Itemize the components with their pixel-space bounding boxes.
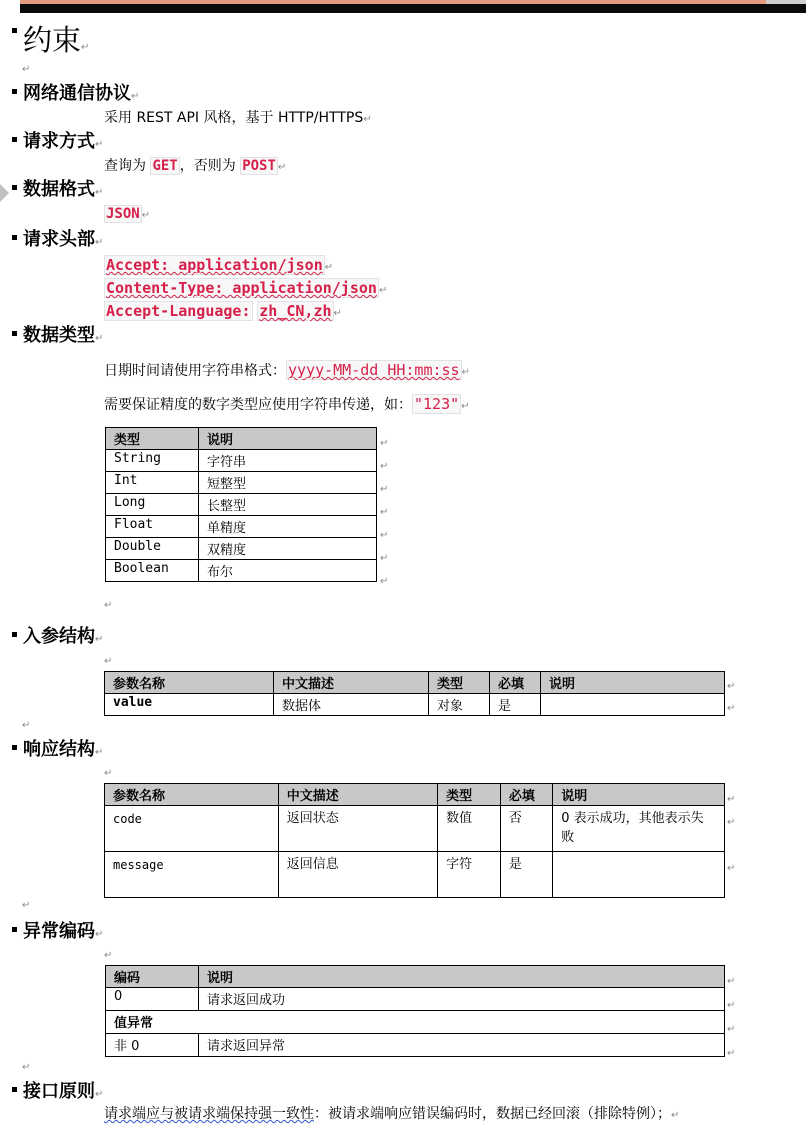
- type-cell: Double: [106, 538, 199, 560]
- page-title: 约束↵: [12, 22, 89, 66]
- table-header-cell: 必填: [500, 784, 552, 806]
- heading-headers: 请求头部↵: [12, 228, 103, 255]
- heading-datatypes: 数据类型↵: [12, 324, 103, 351]
- table-row: [106, 988, 725, 1011]
- table-header-cell: 中文描述: [278, 784, 437, 806]
- get-code: GET: [152, 158, 178, 174]
- table-group-row: [106, 1011, 725, 1034]
- param-desc-cell: 返回状态: [278, 806, 437, 852]
- table-header-cell: 说明: [553, 784, 725, 806]
- param-type-cell: 字符: [438, 852, 501, 898]
- table-header-cell: 说明: [541, 672, 725, 694]
- type-cell: Boolean: [106, 560, 199, 582]
- table-header-cell: 说明: [199, 966, 725, 988]
- table-row: [106, 560, 377, 582]
- heading-format: 数据格式↵: [12, 178, 103, 205]
- desc-cell: 字符串: [199, 450, 377, 472]
- desc-cell: 布尔: [199, 560, 377, 582]
- desc-cell: 单精度: [199, 516, 377, 538]
- desc-cell: 长整型: [199, 494, 377, 516]
- type-cell: Long: [106, 494, 199, 516]
- desc-cell: 请求返回异常: [199, 1034, 725, 1057]
- header-accept: Accept: application/json ↵: [106, 256, 334, 274]
- table-header-cell: 参数名称: [105, 672, 274, 694]
- type-cell: String: [106, 450, 199, 472]
- desc-cell: 请求返回成功: [199, 988, 725, 1011]
- input-table: [104, 671, 725, 716]
- table-row: [105, 852, 725, 898]
- margin-marker: [0, 184, 9, 202]
- heading-network: 网络通信协议↵: [12, 82, 139, 109]
- desc-cell: 双精度: [199, 538, 377, 560]
- param-required-cell: 否: [500, 806, 552, 852]
- post-code: POST: [242, 158, 276, 174]
- principles-text: 请求端应与被请求端保持强一致性：被请求端响应错误编码时，数据已经回滚（排除特例）；↵: [104, 1106, 680, 1122]
- header-accept-language: Accept-Language: zh_CN,zh ↵: [106, 302, 342, 320]
- param-name-cell: code: [105, 806, 279, 852]
- date-format-text: 日期时间请使用字符串格式： yyyy-MM-dd HH:mm:ss ↵: [104, 361, 470, 379]
- method-text: 查询为 GET ，否则为 POST ↵: [104, 158, 287, 174]
- heading-method: 请求方式↵: [12, 130, 103, 157]
- error-code-table: [105, 965, 725, 1057]
- code-cell: 0: [106, 988, 199, 1011]
- heading-input: 入参结构↵: [12, 625, 103, 652]
- top-bar: [20, 0, 806, 13]
- group-label: 值异常: [106, 1011, 725, 1034]
- heading-principles: 接口原则↵: [12, 1080, 103, 1107]
- table-row: [106, 538, 377, 560]
- param-type-cell: 对象: [429, 694, 490, 716]
- datatype-table: [105, 427, 377, 582]
- table-row: [105, 694, 725, 716]
- param-note-cell: [553, 852, 725, 898]
- param-name-cell: message: [105, 852, 279, 898]
- table-row: [106, 472, 377, 494]
- param-type-cell: 数值: [438, 806, 501, 852]
- param-desc-cell: 返回信息: [278, 852, 437, 898]
- table-row: [106, 516, 377, 538]
- table-header-cell: 类型: [438, 784, 501, 806]
- table-header-cell: 编码: [106, 966, 199, 988]
- heading-response: 响应结构↵: [12, 738, 103, 765]
- table-header-row: [105, 672, 725, 694]
- table-header-cell: 说明: [199, 428, 377, 450]
- network-text: 采用 REST API 风格，基于 HTTP/HTTPS↵: [104, 110, 372, 126]
- response-table: [104, 783, 725, 898]
- table-row: [106, 1034, 725, 1057]
- table-row: [105, 806, 725, 852]
- heading-errors: 异常编码↵: [12, 920, 103, 947]
- format-value: JSON ↵: [106, 206, 151, 222]
- table-header-cell: 参数名称: [105, 784, 279, 806]
- table-row: [106, 494, 377, 516]
- param-name-cell: value: [105, 694, 274, 716]
- table-header-row: [106, 966, 725, 988]
- header-content-type: Content-Type: application/json ↵: [106, 279, 388, 297]
- param-required-cell: 是: [490, 694, 541, 716]
- precision-text: 需要保证精度的数字类型应使用字符串传递，如： "123" ↵: [104, 395, 470, 413]
- code-cell: 非 0: [106, 1034, 199, 1057]
- table-row: [106, 450, 377, 472]
- table-header-row: [106, 428, 377, 450]
- desc-cell: 短整型: [199, 472, 377, 494]
- param-desc-cell: 数据体: [274, 694, 429, 716]
- table-header-cell: 中文描述: [274, 672, 429, 694]
- table-header-row: [105, 784, 725, 806]
- table-header-cell: 类型: [429, 672, 490, 694]
- param-required-cell: 是: [500, 852, 552, 898]
- table-header-cell: 必填: [490, 672, 541, 694]
- param-note-cell: 0 表示成功，其他表示失败: [553, 806, 725, 852]
- type-cell: Int: [106, 472, 199, 494]
- type-cell: Float: [106, 516, 199, 538]
- table-header-cell: 类型: [106, 428, 199, 450]
- param-note-cell: [541, 694, 725, 716]
